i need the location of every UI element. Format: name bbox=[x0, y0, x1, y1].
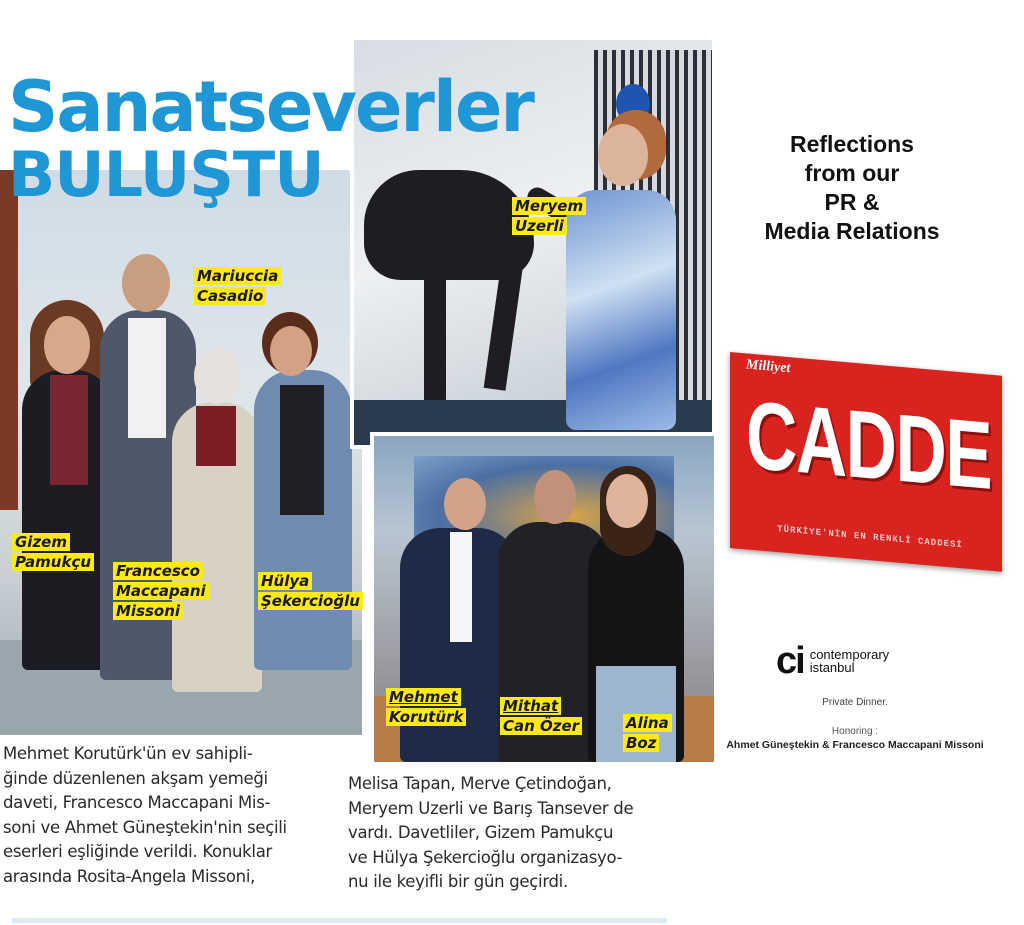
caption-line: Pamukçu bbox=[12, 553, 94, 571]
caption-meryem-uzerli bbox=[512, 197, 586, 237]
caption-line: Francesco bbox=[113, 562, 203, 580]
milliyet-cadde-logo bbox=[730, 352, 1006, 558]
caption-line: Uzerli bbox=[512, 217, 567, 235]
headline-line-1: Sanatseverler bbox=[8, 66, 533, 148]
reflections-line: from our bbox=[804, 160, 900, 186]
ci-word-istanbul: istanbul bbox=[809, 660, 855, 675]
reflections-line: Reflections bbox=[790, 131, 914, 157]
contemporary-istanbul-logo bbox=[776, 642, 889, 680]
caption-gizem-pamukcu bbox=[12, 533, 94, 573]
caption-line: Alina bbox=[623, 714, 672, 732]
honorees: Ahmet Güneştekin & Francesco Maccapani Missoni bbox=[726, 739, 984, 751]
ci-word-contemporary: contemporary bbox=[809, 647, 890, 662]
caption-line: Boz bbox=[623, 734, 659, 752]
honoring-label: Honoring : bbox=[831, 726, 879, 737]
caption-line: Can Özer bbox=[500, 717, 582, 735]
caption-line: Korutürk bbox=[386, 708, 466, 726]
caption-line: Şekercioğlu bbox=[258, 592, 363, 610]
reflections-line: Media Relations bbox=[764, 218, 940, 244]
ci-mark: ci bbox=[776, 640, 804, 682]
caption-mariuccia-casadio bbox=[194, 267, 281, 307]
caption-line: Hülya bbox=[258, 572, 312, 590]
bottom-divider bbox=[12, 918, 667, 923]
caption-line: Gizem bbox=[12, 533, 70, 551]
caption-mehmet-koruturk bbox=[386, 688, 466, 728]
article-column-2: Melisa Tapan, Merve Çetindoğan, Meryem Uzerli ve Barış Tansever de vardı. Davetliler, Gizem Pamukçu ve Hülya Şekercioğlu organizasyo- nu ile keyifli bir gün geçirdi. bbox=[348, 774, 634, 891]
caption-line: Mariuccia bbox=[194, 267, 281, 285]
cadde-subtitle: TÜRKİYE'NİN EN RENKLİ CADDESİ bbox=[777, 524, 963, 551]
reflections-line: PR & bbox=[824, 189, 880, 215]
caption-line: Casadio bbox=[194, 287, 266, 305]
caption-line: Mehmet bbox=[386, 688, 461, 706]
event-name: Private Dinner. bbox=[822, 697, 888, 708]
article-column-1: Mehmet Korutürk'ün ev sahipli- ğinde düzenlenen akşam yemeği daveti, Francesco Maccapani Mis- soni ve Ahmet Güneştekin'nin seçili eserleri eşliğinde verildi. Konuklar arasında Rosita-Angela Missoni, bbox=[3, 744, 287, 886]
caption-line: Missoni bbox=[113, 602, 183, 620]
caption-line: Meryem bbox=[512, 197, 586, 215]
caption-line: Mithat bbox=[500, 697, 561, 715]
article-headline bbox=[8, 66, 533, 211]
caption-alina-boz bbox=[623, 714, 672, 754]
caption-hulya-sekercioglu bbox=[258, 572, 363, 612]
milliyet-brand: Milliyet bbox=[746, 357, 791, 377]
caption-francesco-maccapani-missoni bbox=[113, 562, 209, 622]
caption-line: Maccapani bbox=[113, 582, 209, 600]
reflections-heading bbox=[742, 130, 962, 246]
headline-line-2: BULUŞTU bbox=[8, 138, 324, 211]
cadde-title: CADDE bbox=[746, 381, 992, 510]
group-photo-left bbox=[0, 170, 362, 735]
caption-mithat-can-ozer bbox=[500, 697, 582, 737]
